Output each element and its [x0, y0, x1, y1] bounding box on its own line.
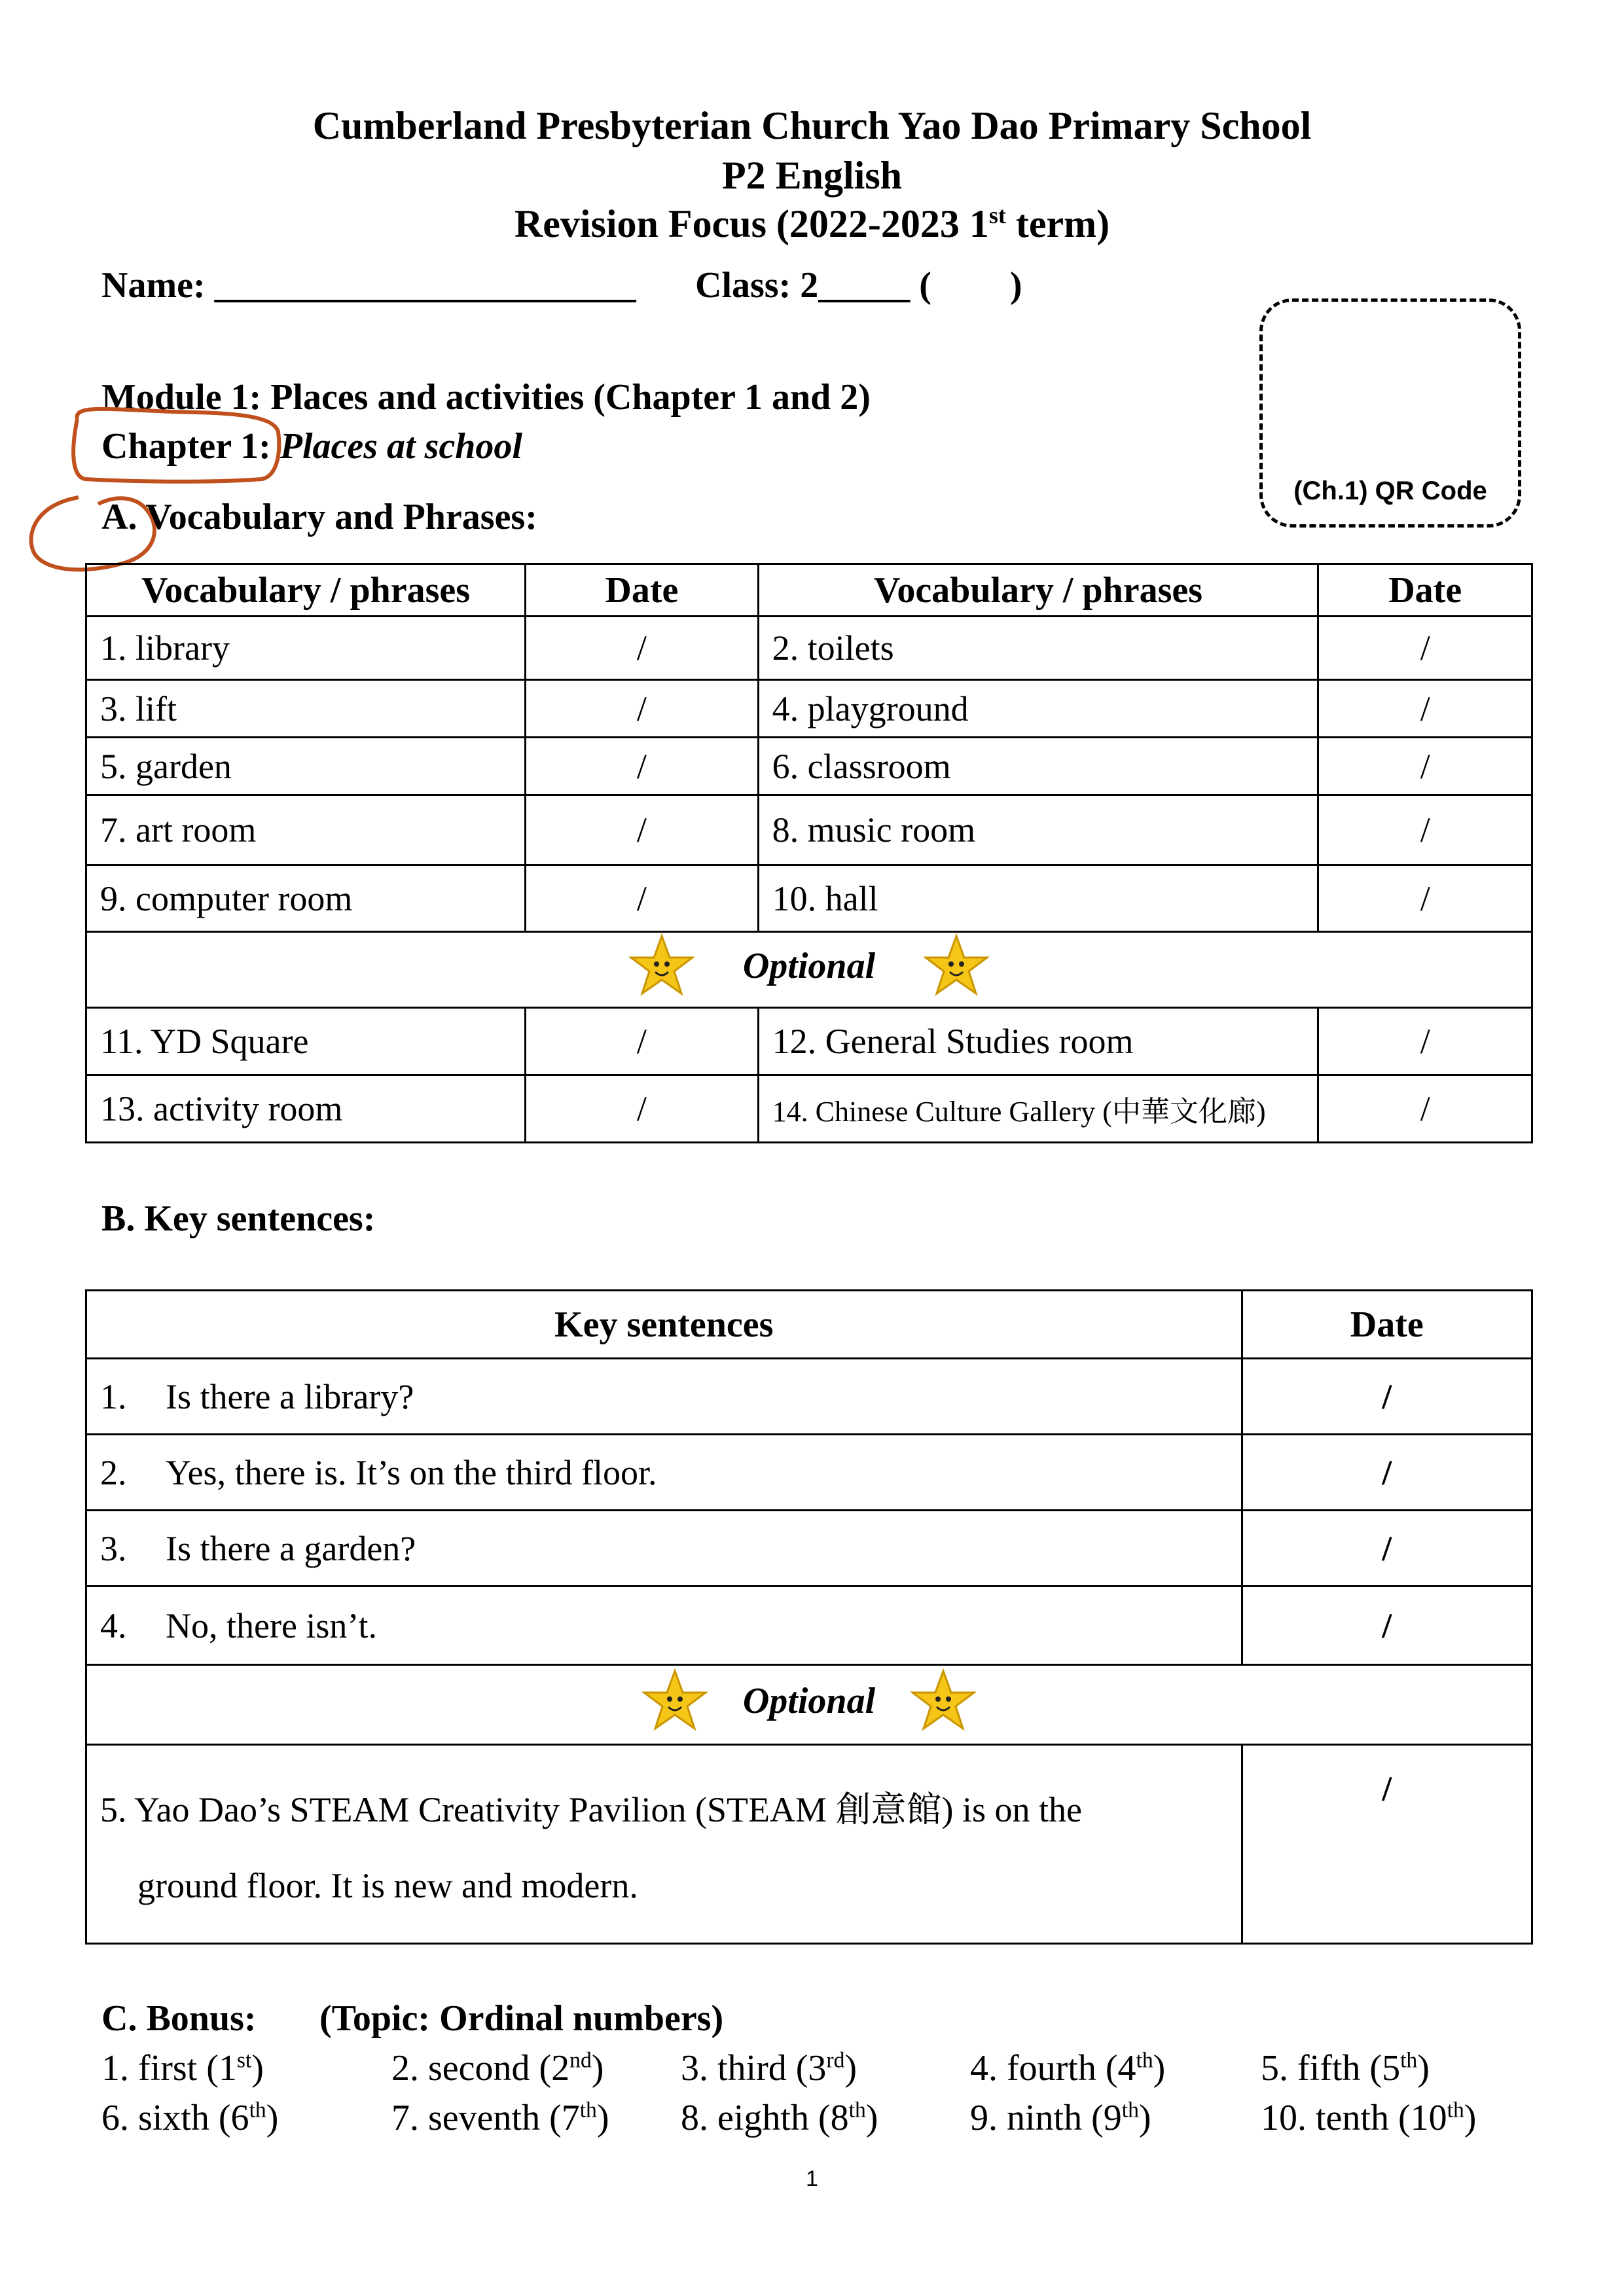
star-icon	[924, 933, 989, 1007]
table-row	[86, 1745, 1532, 1944]
ordinal-item: 7. seventh (7th)	[391, 2098, 609, 2138]
vocabulary-table	[85, 563, 1533, 1143]
vocab-cell: 1. library	[86, 617, 526, 680]
module-title: Module 1: Places and activities (Chapter 1 and 2)	[101, 377, 871, 418]
subject-title: P2 English	[721, 154, 903, 197]
table-row	[86, 1435, 1532, 1511]
vocab-cell: 7. art room	[86, 795, 526, 865]
table-row	[86, 1075, 1532, 1143]
revision-title: Revision Focus (2022-2023 1st term)	[514, 202, 1110, 245]
section-c-heading: C. Bonus:	[101, 1998, 257, 2039]
date-cell[interactable]: /	[526, 738, 758, 795]
vocab-cell: 8. music room	[758, 795, 1318, 865]
date-cell[interactable]: /	[1242, 1745, 1532, 1944]
date-cell[interactable]: /	[526, 1008, 758, 1075]
table-row	[86, 1359, 1532, 1435]
vocab-cell: 6. classroom	[758, 738, 1318, 795]
ordinal-item: 1. first (1st)	[101, 2048, 264, 2089]
date-cell[interactable]: /	[1318, 865, 1532, 932]
date-cell[interactable]: /	[526, 795, 758, 865]
key-sentences-table	[85, 1289, 1533, 1945]
chapter-title: Chapter 1: Places at school	[101, 426, 522, 467]
ordinal-item: 5. fifth (5th)	[1261, 2048, 1430, 2089]
vocab-cell: 9. computer room	[86, 865, 526, 932]
ordinal-item: 10. tenth (10th)	[1261, 2098, 1477, 2138]
star-icon	[911, 1668, 976, 1742]
vocab-cell: 14. Chinese Culture Gallery (中華文化廊)	[758, 1075, 1318, 1143]
date-cell[interactable]: /	[526, 865, 758, 932]
vocab-cell: 5. garden	[86, 738, 526, 795]
table-row	[86, 738, 1532, 795]
col-header-date: Date	[526, 564, 758, 617]
sentence-cell: 3. Is there a garden?	[86, 1511, 1242, 1587]
date-cell[interactable]: /	[526, 680, 758, 738]
date-cell[interactable]: /	[1318, 1075, 1532, 1143]
vocab-cell: 13. activity room	[86, 1075, 526, 1143]
col-header-sentence: Key sentences	[86, 1291, 1242, 1359]
table-row	[86, 617, 1532, 680]
date-cell[interactable]: /	[1318, 795, 1532, 865]
sentence-cell: 4. No, there isn’t.	[86, 1587, 1242, 1665]
school-name: Cumberland Presbyterian Church Yao Dao Primary School	[312, 104, 1312, 147]
optional-label: Optional	[742, 1680, 876, 1721]
optional-row	[86, 932, 1532, 1008]
qr-code-label: (Ch.1) QR Code	[1293, 476, 1487, 505]
col-header-date: Date	[1242, 1291, 1532, 1359]
page-number: 1	[806, 2166, 818, 2191]
vocab-cell: 11. YD Square	[86, 1008, 526, 1075]
optional-label: Optional	[742, 945, 876, 986]
date-cell[interactable]: /	[1318, 738, 1532, 795]
star-icon	[629, 933, 695, 1007]
name-field[interactable]: Name: _______________________	[101, 265, 636, 306]
col-header-vocab: Vocabulary / phrases	[86, 564, 526, 617]
date-cell[interactable]: /	[1242, 1587, 1532, 1665]
sentence-cell: 5. Yao Dao’s STEAM Creativity Pavilion (STEAM 創意館) is on the ground floor. It is new and modern.	[86, 1745, 1242, 1944]
table-row	[86, 795, 1532, 865]
sentence-cell: 1. Is there a library?	[86, 1359, 1242, 1435]
ordinal-item: 4. fourth (4th)	[970, 2048, 1166, 2089]
ordinal-item: 8. eighth (8th)	[681, 2098, 878, 2138]
section-a-heading: A. Vocabulary and Phrases:	[101, 497, 537, 537]
section-b-heading: B. Key sentences:	[101, 1198, 376, 1239]
section-c-topic: (Topic: Ordinal numbers)	[319, 1998, 724, 2039]
ordinal-item: 6. sixth (6th)	[101, 2098, 279, 2138]
vocab-cell: 3. lift	[86, 680, 526, 738]
ordinal-item: 9. ninth (9th)	[970, 2098, 1151, 2138]
table-row	[86, 1008, 1532, 1075]
vocab-cell: 2. toilets	[758, 617, 1318, 680]
table-row	[86, 1587, 1532, 1665]
vocab-cell: 10. hall	[758, 865, 1318, 932]
table-row	[86, 680, 1532, 738]
table-row	[86, 865, 1532, 932]
date-cell[interactable]: /	[526, 617, 758, 680]
optional-row	[86, 1665, 1532, 1745]
ordinal-item: 2. second (2nd)	[391, 2048, 604, 2089]
col-header-vocab: Vocabulary / phrases	[758, 564, 1318, 617]
date-cell[interactable]: /	[1242, 1435, 1532, 1511]
table-row	[86, 1511, 1532, 1587]
date-cell[interactable]: /	[1318, 680, 1532, 738]
date-cell[interactable]: /	[1318, 1008, 1532, 1075]
ordinal-item: 3. third (3rd)	[681, 2048, 857, 2089]
star-icon	[642, 1668, 708, 1742]
date-cell[interactable]: /	[526, 1075, 758, 1143]
date-cell[interactable]: /	[1242, 1511, 1532, 1587]
date-cell[interactable]: /	[1242, 1359, 1532, 1435]
sentence-cell: 2. Yes, there is. It’s on the third floor.	[86, 1435, 1242, 1511]
col-header-date: Date	[1318, 564, 1532, 617]
date-cell[interactable]: /	[1318, 617, 1532, 680]
vocab-cell: 12. General Studies room	[758, 1008, 1318, 1075]
vocab-cell: 4. playground	[758, 680, 1318, 738]
class-field[interactable]: Class: 2_____ ( )	[695, 265, 1022, 306]
